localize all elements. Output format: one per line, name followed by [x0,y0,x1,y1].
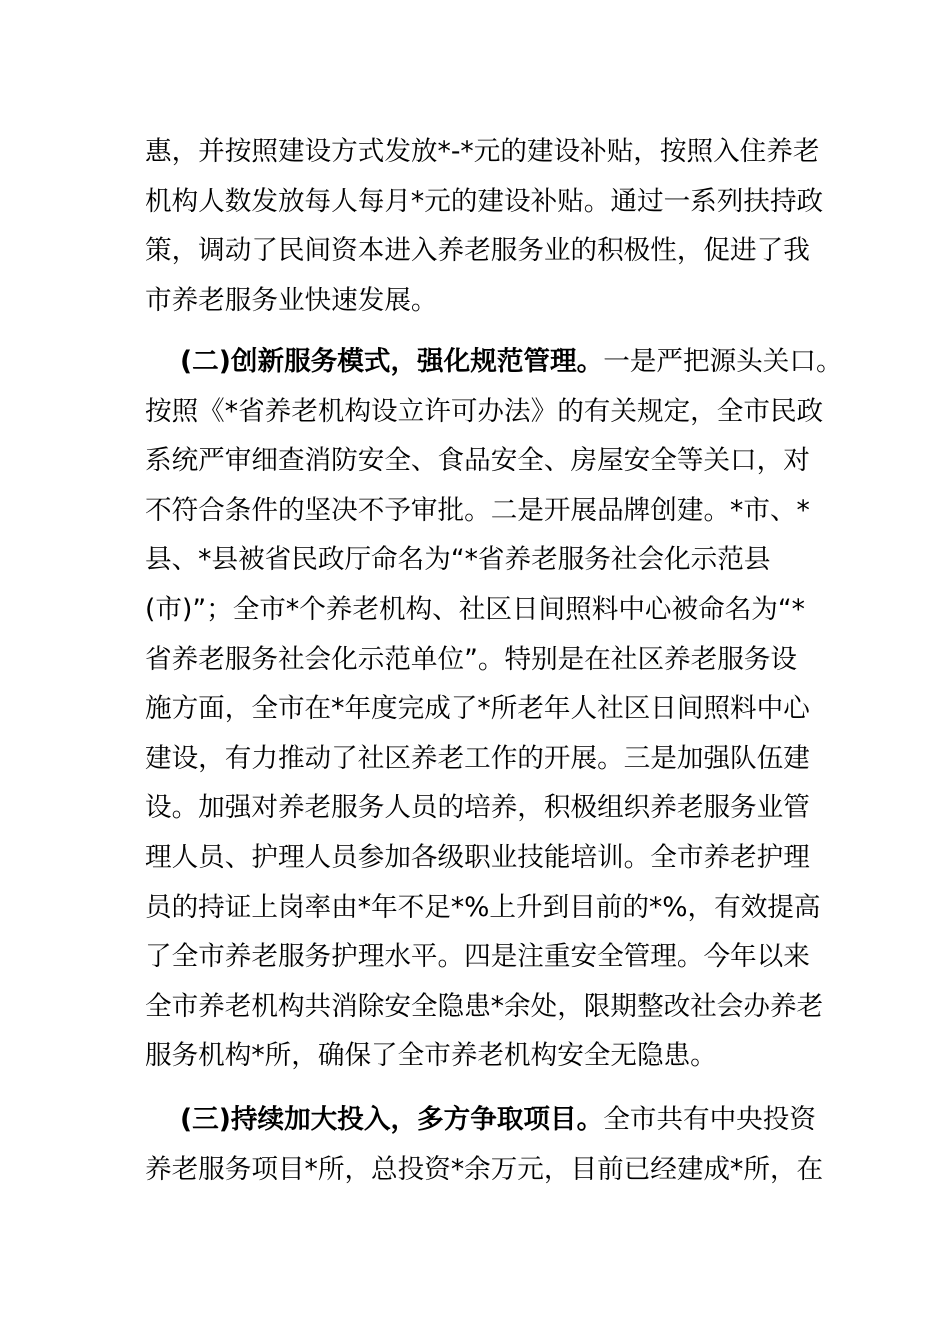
section-heading-2: (二)创新服务模式，强化规范管理。 [180,346,604,377]
text-line: 全市养老机构共消除安全隐患*余处，限期整改社会办养老 [145,990,824,1022]
text-line: 理人员、护理人员参加各级职业技能培训。全市养老护理 [145,841,810,873]
text-line: 按照《*省养老机构设立许可办法》的有关规定，全市民政 [145,395,824,427]
paragraph-first-line [145,1095,825,1145]
text-line: 机构人数发放每人每月*元的建设补贴。通过一系列扶持政 [145,185,824,217]
text-line: 服务机构*所，确保了全市养老机构安全无隐患。 [145,1040,717,1072]
text-line: 省养老服务社会化示范单位”。特别是在社区养老服务设 [145,643,798,675]
text-line: 了全市养老服务护理水平。四是注重安全管理。今年以来 [145,941,810,973]
section-heading-3: (三)持续加大投入，多方争取项目。 [180,1104,604,1135]
text-line: 养老服务项目*所，总投资*余万元，目前已经建成*所，在 [145,1153,824,1185]
paragraph-first-line [145,337,843,387]
paragraph-service-innovation [145,337,843,1081]
text-span: 全市共有中央投资 [603,1104,816,1135]
text-line: 建设，有力推动了社区养老工作的开展。三是加强队伍建 [145,742,810,774]
text-line: 惠，并按照建设方式发放*-*元的建设补贴，按照入住养老 [145,136,820,167]
text-line: 策，调动了民间资本进入养老服务业的积极性，促进了我 [145,235,810,267]
text-line: 县、*县被省民政厅命名为“*省养老服务社会化示范县 [145,544,771,576]
text-line: 市养老服务业快速发展。 [145,284,438,316]
text-line: 不符合条件的坚决不予审批。二是开展品牌创建。*市、* [145,494,810,526]
paragraph-subsidy-policy [145,127,825,325]
text-line: (市)”；全市*个养老机构、社区日间照料中心被命名为“* [145,593,805,625]
text-line: 设。加强对养老服务人员的培养，积极组织养老服务业管 [145,792,810,824]
text-line: 系统严审细查消防安全、食品安全、房屋安全等关口，对 [145,445,810,477]
text-line: 员的持证上岗率由*年不足*%上升到目前的*%，有效提高 [145,891,821,923]
text-span: 一是严把源头关口。 [603,346,843,377]
text-line: 施方面，全市在*年度完成了*所老年人社区日间照料中心 [145,693,810,725]
paragraph-investment-projects [145,1095,825,1194]
